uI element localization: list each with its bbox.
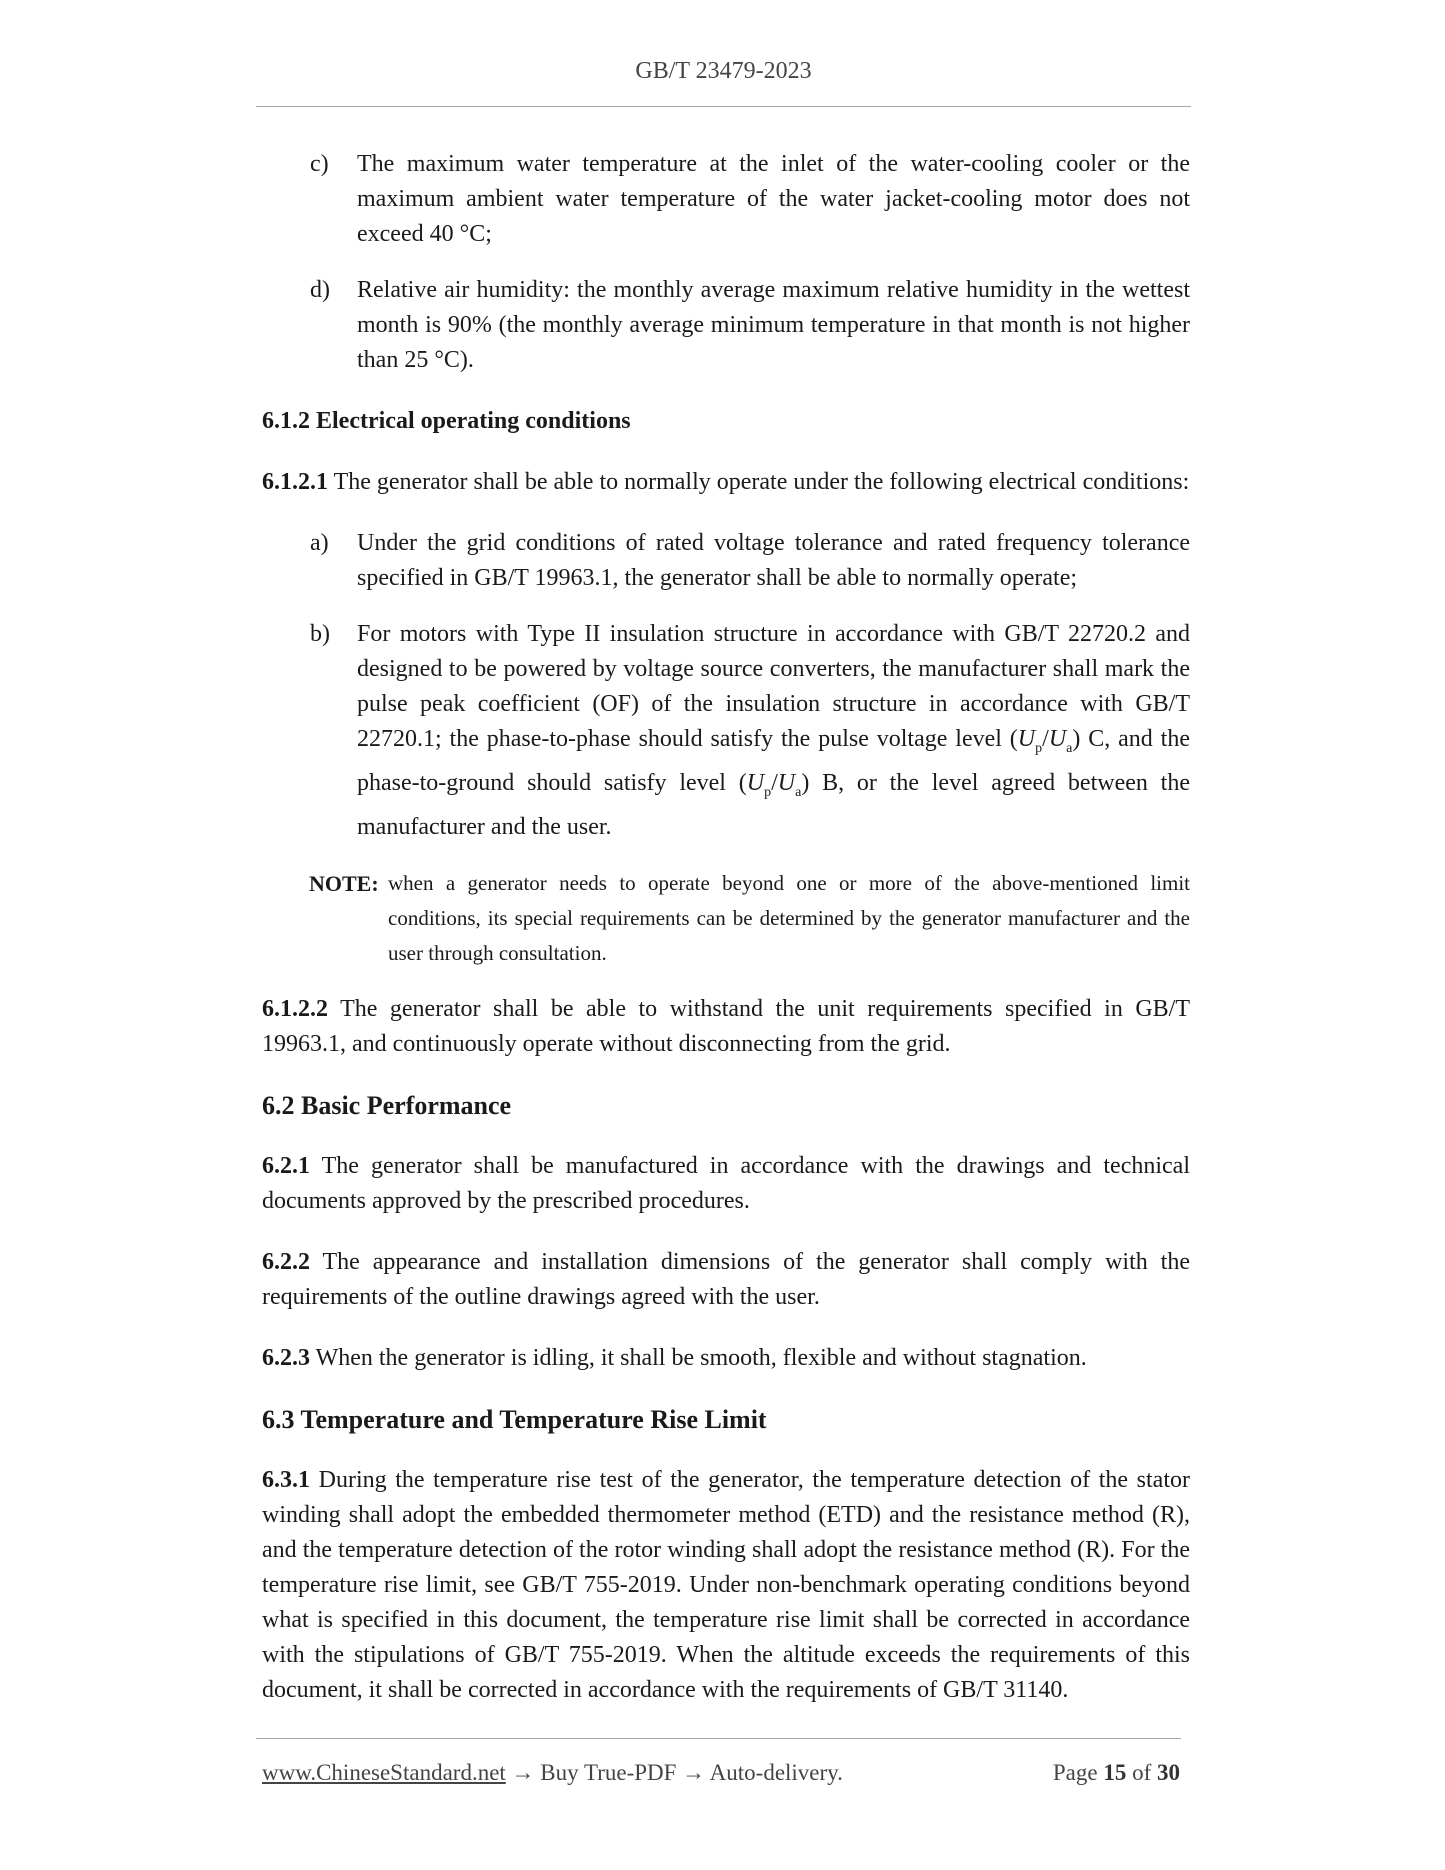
clause-text: The appearance and installation dimensions of the generator shall comply with the requirements of the outline drawings agreed with the user. xyxy=(262,1248,1190,1310)
var-u: U xyxy=(1048,726,1067,752)
of-word: of xyxy=(1132,1760,1152,1785)
list-label: a) xyxy=(310,530,329,556)
clause-text: During the temperature rise test of the generator, the temperature detection of the stator winding shall adopt the embedded thermometer method (ETD) and the resistance method (R), and the temperature detection of the rotor winding shall adopt the resistance method (R). For the temperature rise limit, see GB/T 755-2019. Under non-benchmark operating conditions beyond what is specified in this document, the temperature rise limit shall be corrected in accordance with the stipulations of GB/T 755-2019. When the altitude exceeds the requirements of this document, it shall be corrected in accordance with the requirements of GB/T 31140. xyxy=(262,1466,1190,1703)
list-text-part: For motors with Type II insulation structure in accordance with GB/T 22720.2 and designed to be powered by voltage source converters, the manufacturer shall mark the pulse peak coefficient (OF) of the insulation structure in accordance with GB/T 22720.1; the phase-to-phase should satisfy the pulse voltage level ( xyxy=(357,621,1190,752)
page-header: GB/T 23479-2023 xyxy=(635,58,812,84)
header-divider xyxy=(256,106,1191,107)
clause-text: When the generator is idling, it shall be smooth, flexible and without stagnation. xyxy=(310,1344,1087,1371)
clause-6-2-3 xyxy=(262,1341,1190,1376)
sub-p: p xyxy=(764,784,772,800)
page-word: Page xyxy=(1052,1760,1098,1785)
page-indicator xyxy=(1053,1760,1180,1786)
footer-left xyxy=(262,1760,843,1786)
clause-number: 6.2.2 xyxy=(262,1248,310,1275)
clause-6-1-2-1 xyxy=(262,465,1190,500)
list-label: b) xyxy=(310,621,330,647)
note xyxy=(262,866,1190,971)
total-pages: 30 xyxy=(1157,1760,1180,1785)
list-text: Relative air humidity: the monthly average maximum relative humidity in the wettest month is 90% (the monthly average minimum temperature in that month is not higher than 25 °C). xyxy=(357,277,1190,373)
var-u: U xyxy=(1017,726,1036,752)
clause-number: 6.2.1 xyxy=(262,1152,310,1179)
list-text: The maximum water temperature at the inlet of the water-cooling cooler or the maximum ambient water temperature of the water jacket-cooling motor does not exceed 40 °C; xyxy=(357,151,1190,247)
list-item-d xyxy=(262,273,1190,378)
slash: / xyxy=(1042,726,1049,752)
var-u: U xyxy=(777,769,796,796)
page-footer xyxy=(262,1760,1180,1786)
sub-a: a xyxy=(795,784,802,800)
clause-number: 6.2.3 xyxy=(262,1344,310,1371)
footer-divider xyxy=(256,1738,1181,1739)
clause-6-2-1 xyxy=(262,1149,1190,1219)
clause-number: 6.1.2.1 xyxy=(262,469,328,495)
note-label: NOTE: xyxy=(309,870,379,896)
clause-6-1-2-2 xyxy=(262,992,1190,1062)
section-heading-6-1-2: 6.1.2 Electrical operating conditions xyxy=(262,408,631,434)
clause-number: 6.1.2.2 xyxy=(262,995,328,1022)
clause-number: 6.3.1 xyxy=(262,1466,310,1493)
list-text-part: ) B, or the level agreed between the manufacturer and the user. xyxy=(357,769,1190,840)
list-item-b xyxy=(262,617,1190,845)
slash: / xyxy=(771,769,778,796)
list-label: d) xyxy=(310,277,330,303)
footer-tagline: → Buy True-PDF → Auto-delivery. xyxy=(505,1760,843,1785)
note-text: when a generator needs to operate beyond one or more of the above-mentioned limit conditions, its special requirements can be determined by the generator manufacturer and the user through consultation. xyxy=(388,870,1190,965)
clause-text: The generator shall be manufactured in accordance with the drawings and technical documents approved by the prescribed procedures. xyxy=(262,1152,1190,1214)
list-item-a xyxy=(262,526,1190,596)
sub-p: p xyxy=(1035,740,1043,756)
list-label: c) xyxy=(310,151,329,177)
list-text: Under the grid conditions of rated voltage tolerance and rated frequency tolerance specified in GB/T 19963.1, the generator shall be able to normally operate; xyxy=(357,530,1190,591)
clause-text: The generator shall be able to normally operate under the following electrical conditions: xyxy=(328,469,1190,495)
document-body xyxy=(262,147,1190,1708)
clause-6-2-2 xyxy=(262,1245,1190,1315)
sub-a: a xyxy=(1066,740,1073,756)
clause-text: The generator shall be able to withstand the unit requirements specified in GB/T 19963.1, and continuously operate without disconnecting from the grid. xyxy=(262,995,1190,1057)
section-heading-6-3: 6.3 Temperature and Temperature Rise Limit xyxy=(262,1404,767,1434)
website-link[interactable]: www.ChineseStandard.net xyxy=(262,1760,506,1785)
section-heading-6-2: 6.2 Basic Performance xyxy=(262,1090,512,1120)
list-item-c xyxy=(262,147,1190,252)
list-text-part: ) C, and the phase-to-ground should satisfy level ( xyxy=(357,726,1190,796)
page-number: 15 xyxy=(1103,1760,1127,1785)
var-u: U xyxy=(746,769,765,796)
clause-6-3-1 xyxy=(262,1463,1190,1708)
